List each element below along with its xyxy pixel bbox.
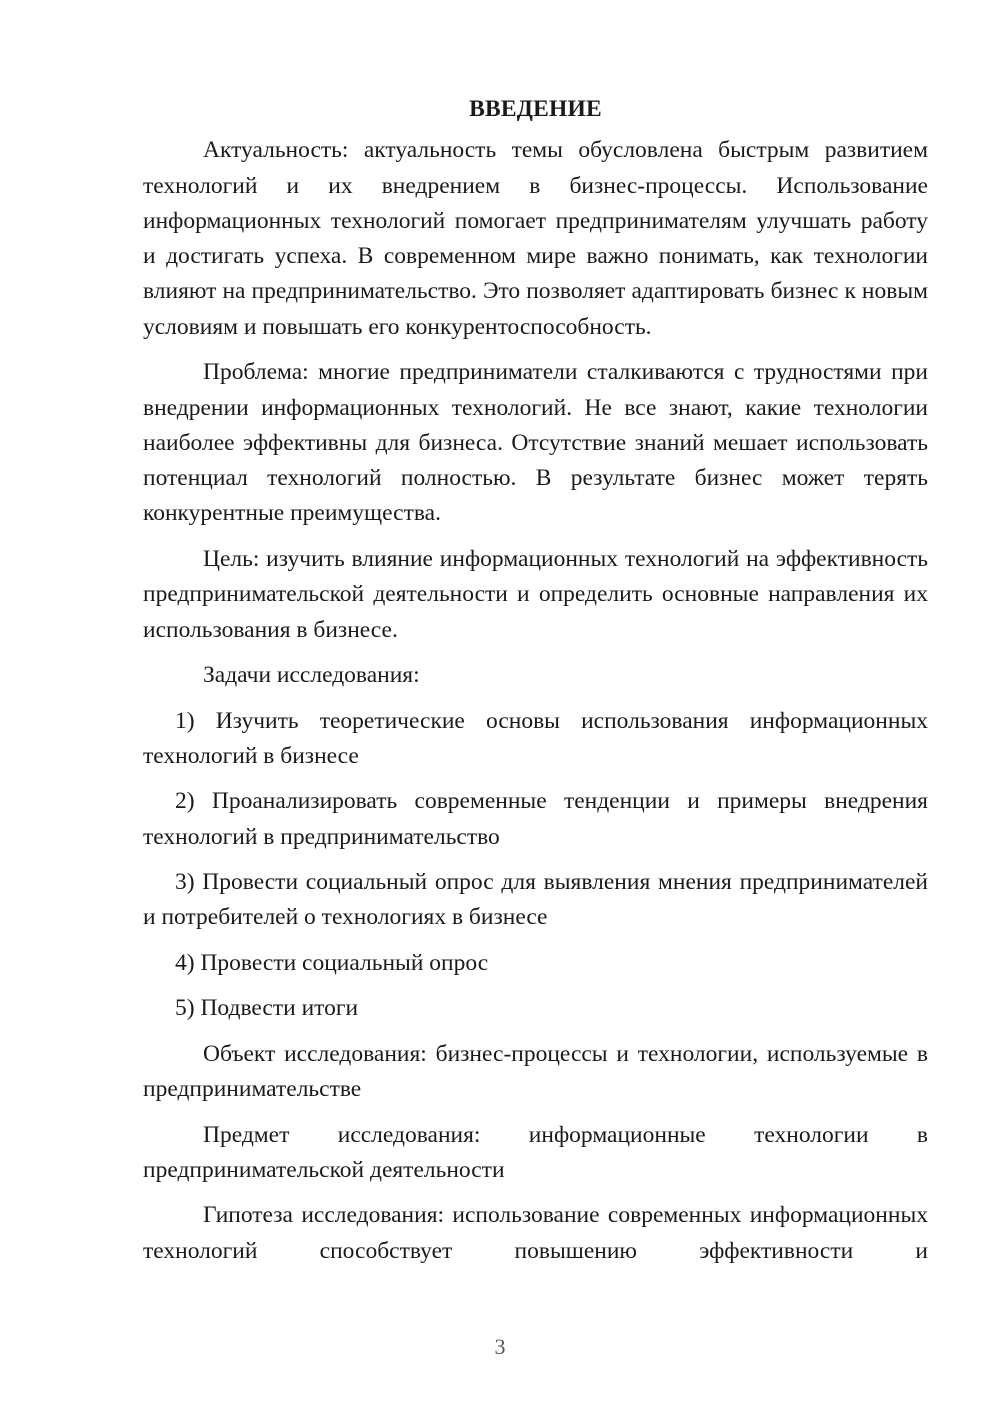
task-item-1: 1) Изучить теоретические основы использования информационных технологий в бизнесе xyxy=(143,707,928,769)
page-number: 3 xyxy=(494,1334,506,1359)
task-item-5: 5) Подвести итоги xyxy=(175,995,359,1022)
paragraph-hypothesis: Гипотеза исследования: использование современных информационных технологий способствует повышению эффективности и xyxy=(143,1202,928,1264)
paragraph-relevance: Актуальность: актуальность темы обусловлена быстрым развитием технологий и их внедрением в бизнес-процессы. Использование информационных технологий помогает предпринимателям улучшать работу и достигать успеха. В современном мире важно понимать, как технологии влияют на предпринимательство. Это позволяет адаптировать бизнес к новым условиям и повышать его конкурентоспособность. xyxy=(143,137,928,340)
paragraph-subject: Предмет исследования: информационные технологии в предпринимательской деятельности xyxy=(143,1121,928,1183)
tasks-heading: Задачи исследования: xyxy=(203,662,420,689)
page-content xyxy=(143,92,928,1279)
paragraph-goal: Цель: изучить влияние информационных технологий на эффективность предпринимательской деятельности и определить основные направления их использования в бизнесе. xyxy=(143,545,928,643)
task-item-2: 2) Проанализировать современные тенденции и примеры внедрения технологий в предпринимательство xyxy=(143,788,928,850)
section-title: ВВЕДЕНИЕ xyxy=(469,96,602,122)
paragraph-object: Объект исследования: бизнес-процессы и технологии, используемые в предпринимательстве xyxy=(143,1040,928,1103)
task-item-3: 3) Провести социальный опрос для выявления мнения предпринимателей и потребителей о технологиях в бизнесе xyxy=(143,869,928,931)
paragraph-problem: Проблема: многие предприниматели сталкиваются с трудностями при внедрении информационных технологий. Не все знают, какие технологии наиболее эффективны для бизнеса. Отсутствие знаний мешает использовать потенциал технологий полностью. В результате бизнес может терять конкурентные преимущества. xyxy=(143,359,928,527)
task-item-4: 4) Провести социальный опрос xyxy=(175,949,489,976)
